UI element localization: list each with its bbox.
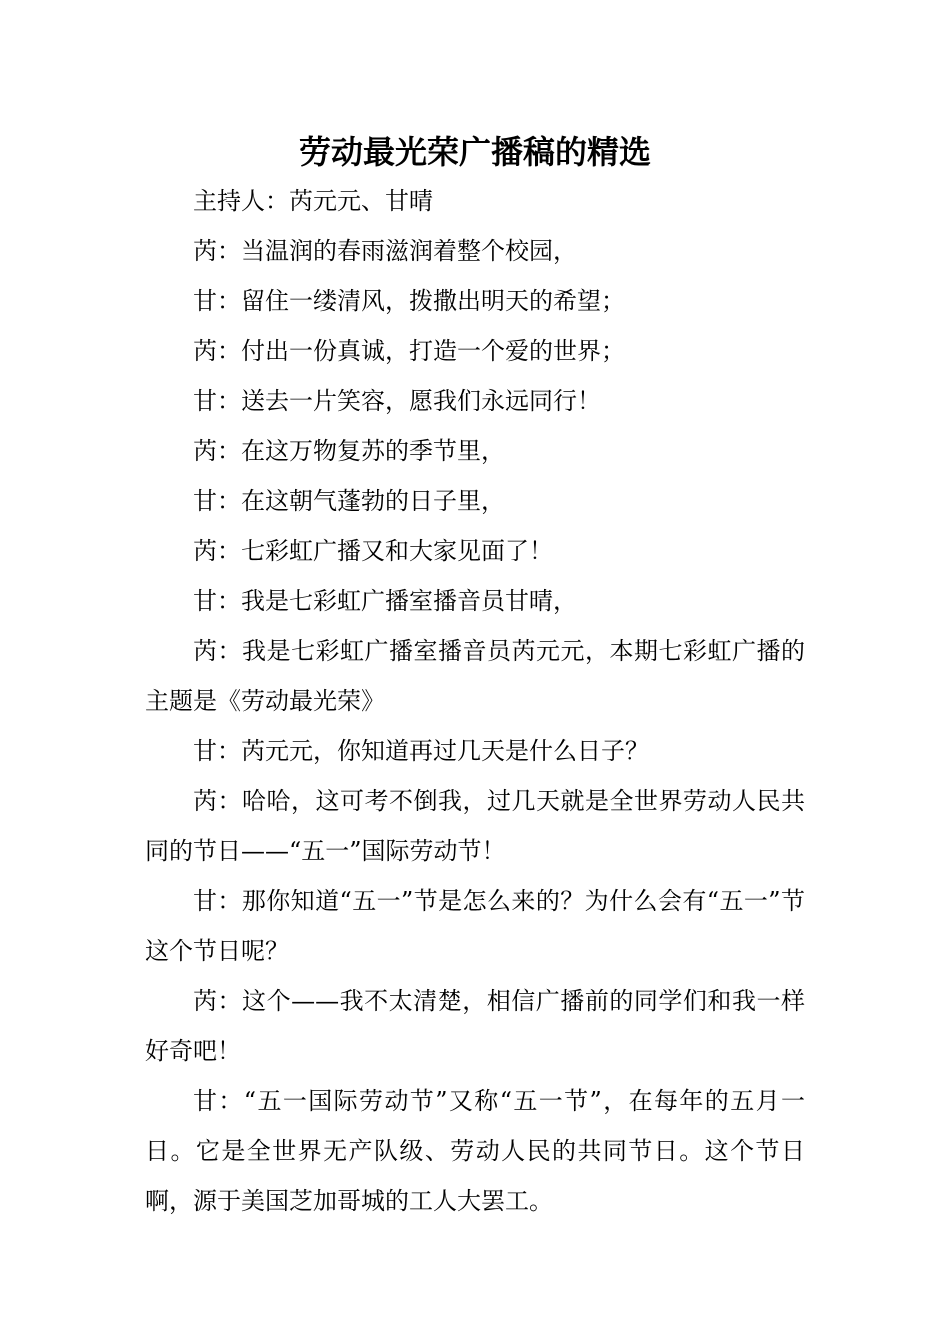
document-body	[145, 176, 805, 1226]
paragraph: 甘：那你知道“五一”节是怎么来的？为什么会有“五一”节这个节日呢？	[145, 887, 805, 965]
paragraph: 甘：送去一片笑容，愿我们永远同行！	[193, 387, 601, 415]
paragraph: 芮：付出一份真诚，打造一个爱的世界；	[193, 337, 625, 365]
paragraph: 甘：留住一缕清风，拨撒出明天的希望；	[193, 287, 625, 315]
paragraph: 甘：芮元元，你知道再过几天是什么日子？	[193, 737, 649, 765]
paragraph: 甘：我是七彩虹广播室播音员甘晴，	[193, 587, 577, 615]
paragraph: 芮：我是七彩虹广播室播音员芮元元，本期七彩虹广播的主题是《劳动最光荣》	[145, 637, 805, 715]
document-title: 劳动最光荣广播稿的精选	[298, 133, 651, 171]
paragraph: 芮：这个——我不太清楚，相信广播前的同学们和我一样好奇吧！	[145, 987, 805, 1065]
paragraph: 芮：当温润的春雨滋润着整个校园，	[193, 237, 577, 265]
paragraph: 芮：在这万物复苏的季节里，	[193, 437, 505, 465]
paragraph: 芮：七彩虹广播又和大家见面了！	[193, 537, 553, 565]
paragraph: 甘：“五一国际劳动节”又称“五一节”，在每年的五月一日。它是全世界无产队级、劳动人民的共同节日。这个节日啊，源于美国芝加哥城的工人大罢工。	[145, 1087, 805, 1215]
paragraph: 甘：在这朝气蓬勃的日子里，	[193, 487, 505, 515]
paragraph: 芮：哈哈，这可考不倒我，过几天就是全世界劳动人民共同的节日——“五一”国际劳动节！	[145, 787, 805, 865]
paragraph-host-intro: 主持人：芮元元、甘晴	[193, 187, 433, 215]
